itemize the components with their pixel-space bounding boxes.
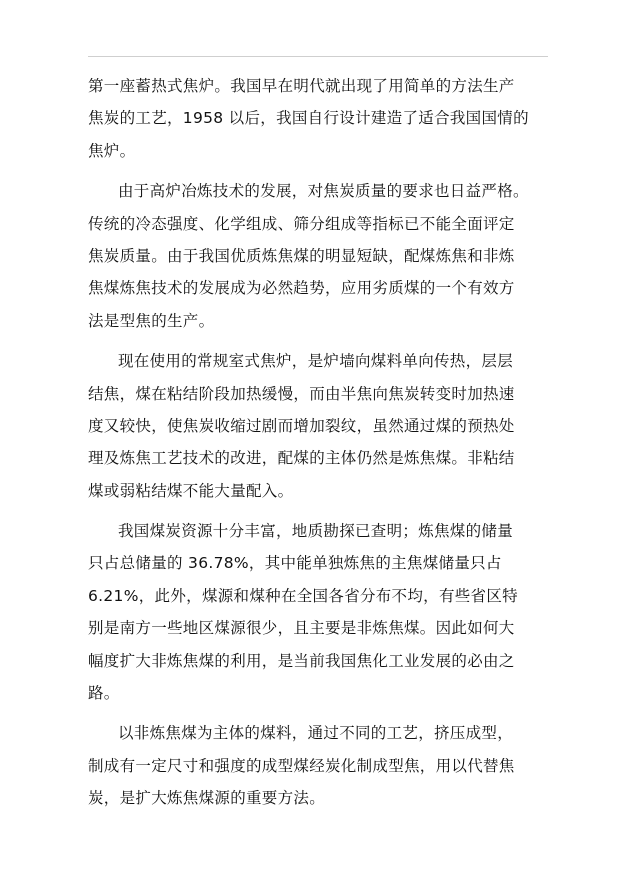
- text-line: 焦煤炼焦技术的发展成为必然趋势，应用劣质煤的一个有效方: [88, 279, 515, 298]
- text-line: 制成有一定尺寸和强度的成型煤经炭化制成型焦，用以代替焦: [88, 756, 515, 775]
- text-line: 度又较快，使焦炭收缩过剧而增加裂纹，虽然通过煤的预热处: [88, 416, 515, 435]
- paragraph-gap: [88, 167, 552, 175]
- paragraph: [88, 345, 552, 507]
- text-line: 幅度扩大非炼焦煤的利用，是当前我国焦化工业发展的必由之: [88, 651, 515, 670]
- text-line: 我国煤炭资源十分丰富，地质勘探已查明；炼焦煤的储量: [118, 522, 514, 541]
- header-rule: [88, 56, 548, 57]
- text-line: 6.21%，此外，煤源和煤种在全国各省分布不均，有些省区特: [88, 586, 518, 605]
- text-line: 由于高炉冶炼技术的发展，对焦炭质量的要求也日益严格。: [118, 182, 529, 201]
- paragraph-gap: [88, 507, 552, 515]
- paragraph-gap: [88, 337, 552, 345]
- text-line: 传统的冷态强度、化学组成、筛分组成等指标已不能全面评定: [88, 214, 515, 233]
- text-line: 法是型焦的生产。: [88, 311, 215, 330]
- text-line: 别是南方一些地区煤源很少，且主要是非炼焦煤。因此如何大: [88, 619, 515, 638]
- paragraph: [88, 175, 552, 337]
- text-line: 煤或弱粘结煤不能大量配入。: [88, 481, 294, 500]
- body-text: [88, 70, 552, 815]
- paragraph: [88, 515, 552, 709]
- text-line: 结焦，煤在粘结阶段加热缓慢，而由半焦向焦炭转变时加热速: [88, 384, 515, 403]
- paragraph: [88, 717, 552, 814]
- text-line: 炭，是扩大炼焦煤源的重要方法。: [88, 789, 326, 808]
- text-line: 只占总储量的 36.78%，其中能单独炼焦的主焦煤储量只占: [88, 554, 502, 573]
- text-line: 第一座蓄热式焦炉。我国早在明代就出现了用简单的方法生产: [88, 77, 515, 95]
- paragraph-gap: [88, 709, 552, 717]
- text-line: 焦炉。: [88, 141, 136, 160]
- text-line: 理及炼焦工艺技术的改进，配煤的主体仍然是炼焦煤。非粘结: [88, 449, 515, 468]
- text-line: 焦炭的工艺，1958 以后，我国自行设计建造了适合我国国情的: [88, 109, 529, 128]
- text-line: 焦炭质量。由于我国优质炼焦煤的明显短缺，配煤炼焦和非炼: [88, 246, 515, 265]
- paragraph: [88, 70, 552, 167]
- text-line: 以非炼焦煤为主体的煤料，通过不同的工艺，挤压成型，: [118, 724, 514, 743]
- text-line: 路。: [88, 684, 120, 703]
- text-line: 现在使用的常规室式焦炉，是炉墙向煤料单向传热，层层: [118, 352, 514, 371]
